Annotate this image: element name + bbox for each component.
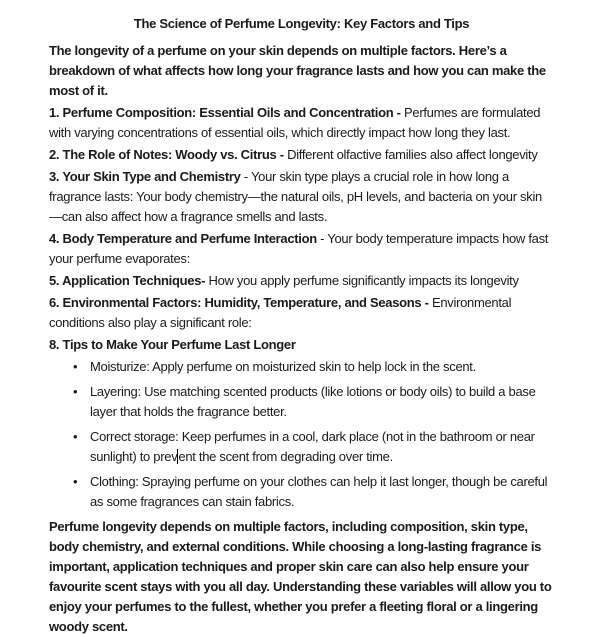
section-4-body: - Your body temperature impacts how fast your perfume evaporates: [49,231,549,266]
section-8-paragraph[interactable] [49,335,554,355]
section-5-paragraph[interactable] [49,271,554,291]
section-5-body: How you apply perfume significantly impacts its longevity [205,273,519,288]
intro-paragraph[interactable]: The longevity of a perfume on your skin depends on multiple factors. Here’s a breakdown of what affects how long your fragrance lasts and how you can make the most of it. [49,43,546,98]
conclusion-paragraph[interactable]: Perfume longevity depends on multiple factors, including composition, skin type, body chemistry, and external conditions. While choosing a long-lasting fragrance is important, application techniques and proper skin care can also help ensure your favourite scent stays with you all day. Understanding these variables will allow you to enjoy your perfumes to the fullest, whether you prefer a fleeting floral or a lingering woody scent. [49,519,552,634]
section-6-body: Environmental conditions also play a significant role: [49,295,512,330]
tip-storage-text-after-caret: ent the scent from degrading over time. [178,449,393,464]
section-2-paragraph[interactable] [49,145,554,165]
section-1-body: Perfumes are formulated with varying concentrations of essential oils, which directly impact how long they last. [49,105,541,140]
tip-clothing[interactable] [90,472,554,512]
tip-moisturize-text: Moisturize: Apply perfume on moisturized skin to help lock in the scent. [90,359,476,374]
tips-list [49,357,554,512]
section-4-heading: 4. Body Temperature and Perfume Interaction [49,231,317,246]
section-3-paragraph[interactable] [49,167,554,227]
section-3-heading: 3. Your Skin Type and Chemistry [49,169,241,184]
section-6-heading: 6. Environmental Factors: Humidity, Temperature, and Seasons - [49,295,429,310]
tip-storage[interactable] [90,427,554,467]
tip-moisturize[interactable] [90,357,554,377]
section-2-body: Different olfactive families also affect longevity [283,147,538,162]
tip-layering-text: Layering: Use matching scented products (like lotions or body oils) to build a base layer that holds the fragrance better. [90,384,536,419]
section-3-body: - Your skin type plays a crucial role in how long a fragrance lasts: Your body chemistry—the natural oils, pH levels, and bacteria on your skin—can also affect how a fragrance smells and lasts. [49,169,542,224]
section-4-paragraph[interactable] [49,229,554,269]
section-8-heading: 8. Tips to Make Your Perfume Last Longer [49,337,296,352]
tip-layering[interactable] [90,382,554,422]
section-6-paragraph[interactable] [49,293,554,333]
document-title: The Science of Perfume Longevity: Key Factors and Tips [133,16,470,31]
section-5-heading: 5. Application Techniques- [49,273,206,288]
section-1-heading: 1. Perfume Composition: Essential Oils and Concentration - [49,105,401,120]
section-1-paragraph[interactable] [49,103,554,143]
tip-clothing-text: Clothing: Spraying perfume on your clothes can help it last longer, though be careful as some fragrances can stain fabrics. [90,474,548,509]
tip-storage-text-before-caret: Correct storage: Keep perfumes in a cool, dark place (not in the bathroom or near sunlight) to prev [90,429,535,464]
section-2-heading: 2. The Role of Notes: Woody vs. Citrus - [49,147,284,162]
